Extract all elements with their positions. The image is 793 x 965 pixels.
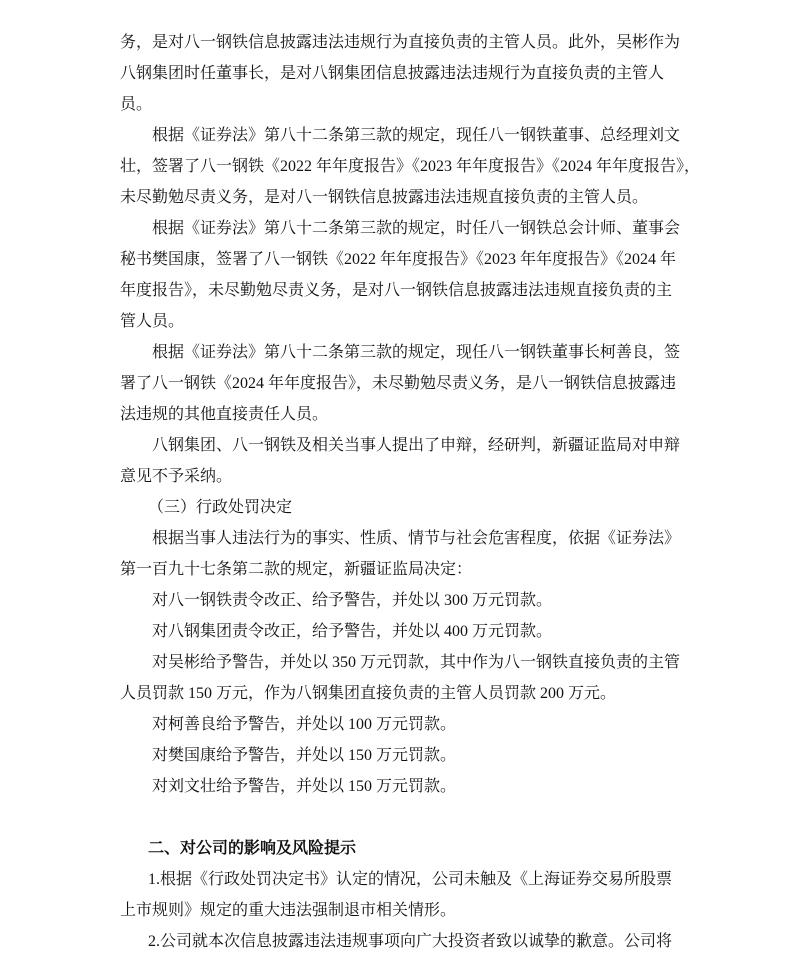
text-line: 对八一钢铁责令改正、给予警告，并处以 300 万元罚款。 <box>152 592 553 609</box>
text-line: 人员罚款 150 万元，作为八钢集团直接负责的主管人员罚款 200 万元。 <box>120 685 617 702</box>
text-line: 壮，签署了八一钢铁《2022 年年度报告》《2023 年年度报告》《2024 年年度报告》， <box>120 158 701 175</box>
text-line: 八钢集团时任董事长，是对八钢集团信息披露违法违规行为直接负责的主管人 <box>120 65 665 82</box>
paragraph <box>120 771 602 802</box>
paragraph <box>120 616 602 647</box>
text-line: 未尽勤勉尽责义务，是对八一钢铁信息披露违法违规直接负责的主管人员。 <box>120 189 649 206</box>
text-line: 对樊国康给予警告，并处以 150 万元罚款。 <box>152 747 457 764</box>
paragraph <box>120 740 602 771</box>
document-page <box>120 27 701 957</box>
text-line: 署了八一钢铁《2024 年年度报告》，未尽勤勉尽责义务，是八一钢铁信息披露违 <box>120 375 677 392</box>
text-line: 根据《证券法》第八十二条第三款的规定，现任八一钢铁董事、总经理刘文 <box>152 127 681 144</box>
paragraph <box>120 926 673 957</box>
paragraph <box>120 647 681 709</box>
text-line: 对柯善良给予警告，并处以 100 万元罚款。 <box>152 716 457 733</box>
paragraph <box>120 492 602 523</box>
text-line: 2.公司就本次信息披露违法违规事项向广大投资者致以诚挚的歉意。公司将 <box>148 933 673 950</box>
text-line: 根据《证券法》第八十二条第三款的规定，时任八一钢铁总会计师、董事会 <box>152 220 681 237</box>
text-line: 管人员。 <box>120 313 185 330</box>
section-heading: 二、对公司的影响及风险提示 <box>148 840 357 857</box>
text-line: 1.根据《行政处罚决定书》认定的情况，公司未触及《上海证券交易所股票 <box>148 871 673 888</box>
text-line: 法违规的其他直接责任人员。 <box>120 406 329 423</box>
text-line: 根据当事人违法行为的事实、性质、情节与社会危害程度，依据《证券法》 <box>152 530 681 547</box>
subsection-heading: （三）行政处罚决定 <box>148 499 293 516</box>
paragraph <box>120 864 673 926</box>
text-line: 员。 <box>120 96 153 113</box>
text-line: 上市规则》规定的重大违法强制退市相关情形。 <box>120 902 457 919</box>
paragraph <box>120 27 681 120</box>
spacer <box>120 802 602 833</box>
text-line: 秘书樊国康，签署了八一钢铁《2022 年年度报告》《2023 年年度报告》《2024 年 <box>120 251 677 268</box>
text-line: 对吴彬给予警告，并处以 350 万元罚款，其中作为八一钢铁直接负责的主管 <box>152 654 681 671</box>
text-line: 第一百九十七条第二款的规定，新疆证监局决定： <box>120 561 473 578</box>
text-line: 意见不予采纳。 <box>120 468 233 485</box>
paragraph <box>120 709 602 740</box>
text-line: 年度报告》，未尽勤勉尽责义务，是对八一钢铁信息披露违法违规直接负责的主 <box>120 282 673 299</box>
text-line: 对刘文壮给予警告，并处以 150 万元罚款。 <box>152 778 457 795</box>
text-line: 八钢集团、八一钢铁及相关当事人提出了申辩，经研判，新疆证监局对申辩 <box>152 437 681 454</box>
paragraph <box>120 120 701 213</box>
paragraph <box>120 213 681 337</box>
text-line: 务，是对八一钢铁信息披露违法违规行为直接负责的主管人员。此外，吴彬作为 <box>120 34 681 51</box>
paragraph <box>120 337 681 430</box>
text-line: 对八钢集团责令改正，给予警告，并处以 400 万元罚款。 <box>152 623 553 640</box>
paragraph <box>120 585 602 616</box>
paragraph <box>120 523 681 585</box>
paragraph <box>120 430 681 492</box>
text-line: 根据《证券法》第八十二条第三款的规定，现任八一钢铁董事长柯善良，签 <box>152 344 681 361</box>
